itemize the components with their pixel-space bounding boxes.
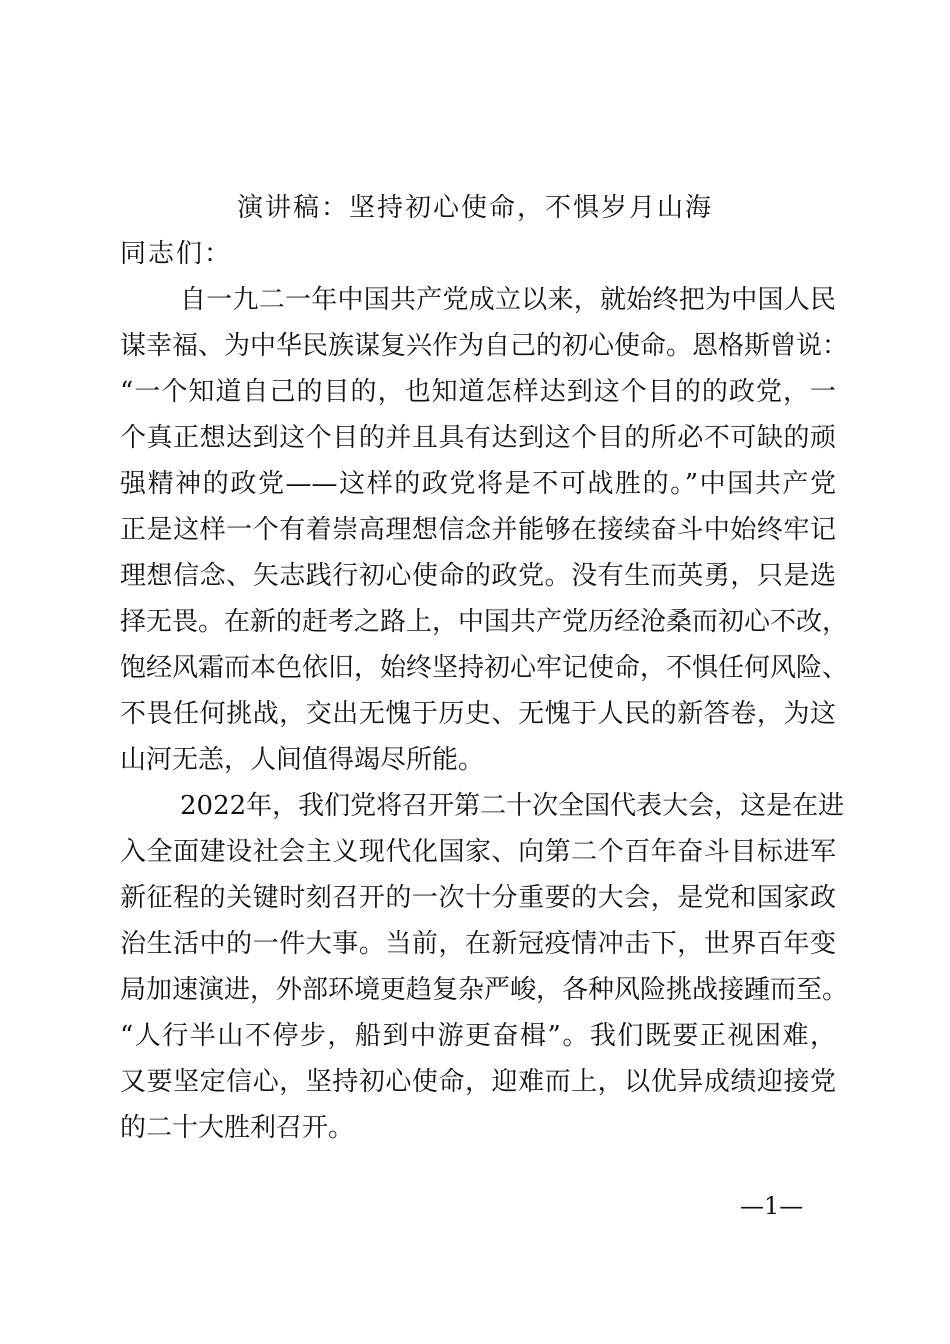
paragraph-line: 新征程的关键时刻召开的一次十分重要的大会，是党和国家政 xyxy=(120,883,836,913)
paragraph-line: 局加速演进，外部环境更趋复杂严峻，各种风险挑战接踵而至。 xyxy=(120,975,849,1005)
paragraph-line: 治生活中的一件大事。当前，在新冠疫情冲击下，世界百年变 xyxy=(120,929,836,959)
paragraph-line: 的二十大胜利召开。 xyxy=(120,1113,355,1143)
paragraph-line: 理想信念、矢志践行初心使命的政党。没有生而英勇，只是选 xyxy=(120,561,836,591)
paragraph-line: 2022年，我们党将召开第二十次全国代表大会，这是在进 xyxy=(180,791,845,821)
paragraph-line: 强精神的政党——这样的政党将是不可战胜的。”中国共产党 xyxy=(120,469,836,499)
document-title: 演讲稿：坚持初心使命，不惧岁月山海 xyxy=(236,193,713,223)
paragraph-line: 谋幸福、为中华民族谋复兴作为自己的初心使命。恩格斯曾说： xyxy=(120,331,849,361)
paragraph-line: 不畏任何挑战，交出无愧于历史、无愧于人民的新答卷，为这 xyxy=(120,699,836,729)
page-number: —1— xyxy=(740,1192,804,1220)
paragraph-line: 自一九二一年中国共产党成立以来，就始终把为中国人民 xyxy=(180,285,836,315)
paragraph-line: 入全面建设社会主义现代化国家、向第二个百年奋斗目标进军 xyxy=(120,837,836,867)
paragraph-line: “人行半山不停步，船到中游更奋楫”。我们既要正视困难， xyxy=(120,1021,836,1051)
paragraph-line: 个真正想达到这个目的并且具有达到这个目的所必不可缺的顽 xyxy=(120,423,836,453)
paragraph-line: “一个知道自己的目的，也知道怎样达到这个目的的政党，一 xyxy=(120,377,836,407)
paragraph-line: 山河无恙，人间值得竭尽所能。 xyxy=(120,745,485,775)
paragraph-line: 又要坚定信心，坚持初心使命，迎难而上，以优异成绩迎接党 xyxy=(120,1067,836,1097)
paragraph-line: 饱经风霜而本色依旧，始终坚持初心牢记使命，不惧任何风险、 xyxy=(120,653,849,683)
greeting: 同志们： xyxy=(120,239,233,269)
paragraph-line: 择无畏。在新的赶考之路上，中国共产党历经沧桑而初心不改， xyxy=(120,607,849,637)
paragraph-line: 正是这样一个有着崇高理想信念并能够在接续奋斗中始终牢记 xyxy=(120,515,836,545)
